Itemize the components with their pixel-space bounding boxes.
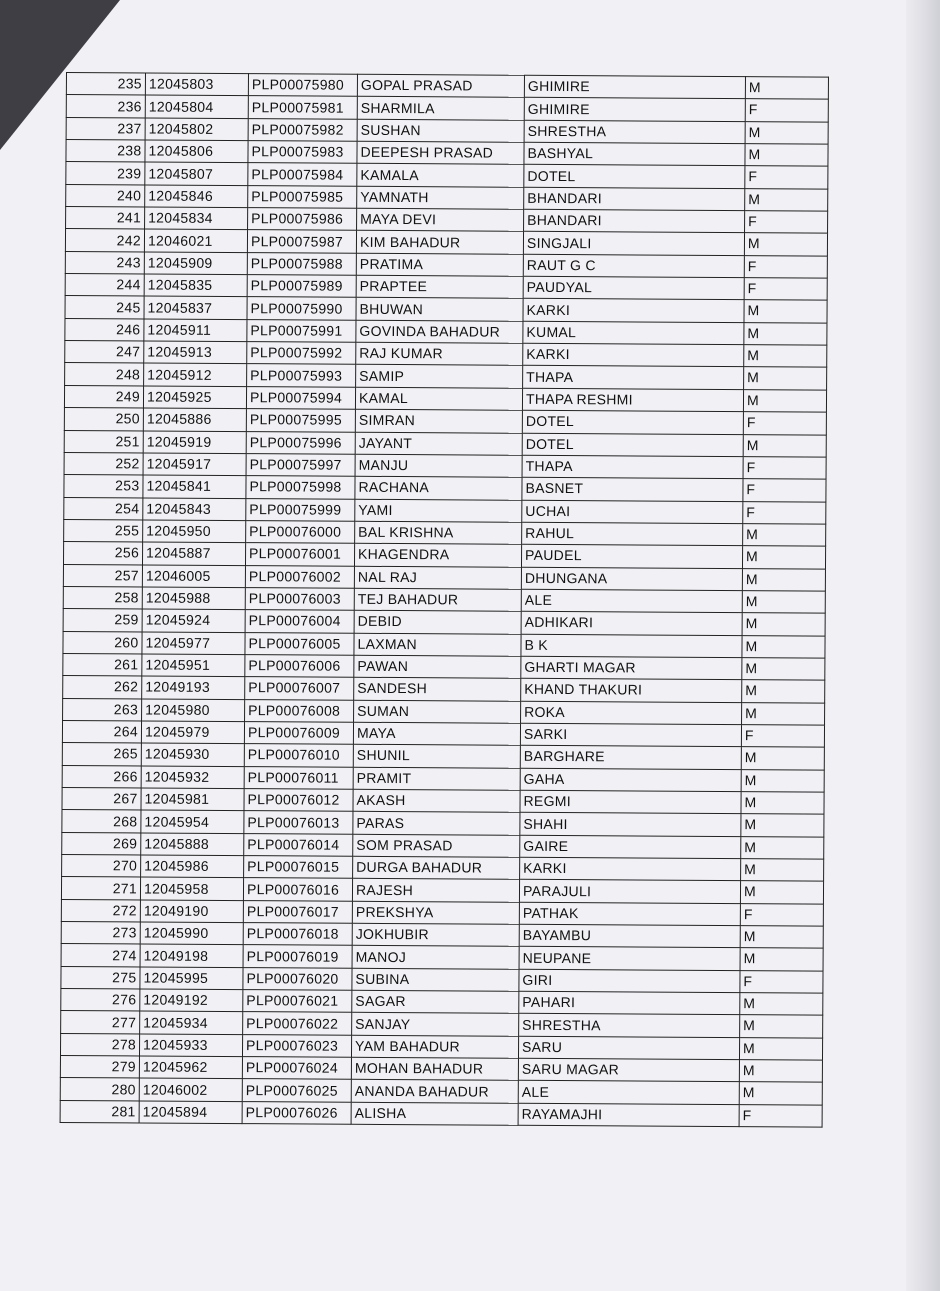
plp-code-cell: PLP00075996 — [246, 431, 355, 454]
plp-code-cell: PLP00075984 — [248, 163, 357, 186]
last-name-cell: THAPA — [523, 366, 744, 390]
registration-id-cell: 12045930 — [141, 743, 244, 766]
last-name-cell: RAUT G C — [523, 254, 744, 278]
registration-id-cell: 12045802 — [145, 118, 248, 141]
plp-code-cell: PLP00075980 — [248, 74, 357, 97]
registration-id-cell: 12045886 — [143, 408, 246, 431]
first-name-cell: TEJ BAHADUR — [354, 588, 521, 611]
last-name-cell: PAUDYAL — [523, 276, 744, 300]
roster-sheet — [60, 72, 829, 1128]
registration-id-cell: 12045988 — [142, 587, 245, 610]
serial-number-cell: 259 — [63, 609, 142, 632]
serial-number-cell: 280 — [60, 1078, 139, 1101]
first-name-cell: MAYA — [353, 722, 520, 745]
registration-id-cell: 12045913 — [144, 341, 247, 364]
last-name-cell: ADHIKARI — [521, 612, 742, 636]
first-name-cell: YAM BAHADUR — [351, 1035, 518, 1058]
plp-code-cell: PLP00075981 — [248, 96, 357, 119]
last-name-cell: BHANDARI — [524, 187, 745, 211]
first-name-cell: SANJAY — [352, 1013, 519, 1036]
gender-cell: M — [740, 1015, 823, 1038]
serial-number-cell: 236 — [66, 95, 145, 118]
serial-number-cell: 241 — [66, 207, 145, 230]
plp-code-cell: PLP00076014 — [244, 833, 353, 856]
serial-number-cell: 240 — [66, 184, 145, 207]
registration-id-cell: 12045924 — [142, 609, 245, 632]
gender-cell: M — [741, 769, 824, 792]
last-name-cell: GIRI — [519, 969, 740, 993]
last-name-cell: PAHARI — [519, 991, 740, 1015]
last-name-cell: THAPA RESHMI — [522, 388, 743, 412]
last-name-cell: REGMI — [520, 790, 741, 814]
last-name-cell: SARU — [518, 1036, 739, 1060]
last-name-cell: DOTEL — [524, 165, 745, 189]
plp-code-cell: PLP00076007 — [245, 677, 354, 700]
serial-number-cell: 271 — [61, 877, 140, 900]
registration-id-cell: 12046002 — [139, 1078, 242, 1101]
gender-cell: M — [740, 948, 823, 971]
plp-code-cell: PLP00075982 — [248, 118, 357, 141]
first-name-cell: SAMIP — [356, 365, 523, 388]
gender-cell: F — [745, 211, 828, 234]
serial-number-cell: 256 — [63, 542, 142, 565]
plp-code-cell: PLP00076020 — [243, 967, 352, 990]
gender-cell: M — [743, 434, 826, 457]
registration-id-cell: 12045841 — [143, 475, 246, 498]
gender-cell: M — [745, 77, 828, 100]
first-name-cell: AKASH — [353, 789, 520, 812]
first-name-cell: SUMAN — [354, 700, 521, 723]
table-row — [60, 1100, 822, 1127]
first-name-cell: SHARMILA — [357, 97, 524, 120]
serial-number-cell: 250 — [64, 408, 143, 431]
gender-cell: F — [743, 456, 826, 479]
first-name-cell: DEEPESH PRASAD — [357, 141, 524, 164]
gender-cell: M — [741, 814, 824, 837]
registration-id-cell: 12049192 — [140, 989, 243, 1012]
plp-code-cell: PLP00075994 — [246, 386, 355, 409]
last-name-cell: KHAND THAKURI — [521, 679, 742, 703]
last-name-cell: B K — [521, 634, 742, 658]
first-name-cell: PREKSHYA — [352, 901, 519, 924]
serial-number-cell: 279 — [60, 1056, 139, 1079]
first-name-cell: YAMI — [355, 499, 522, 522]
plp-code-cell: PLP00076022 — [243, 1012, 352, 1035]
serial-number-cell: 273 — [61, 922, 140, 945]
first-name-cell: DURGA BAHADUR — [353, 856, 520, 879]
gender-cell: M — [741, 792, 824, 815]
registration-id-cell: 12045980 — [142, 699, 245, 722]
serial-number-cell: 235 — [66, 73, 145, 96]
gender-cell: F — [745, 99, 828, 122]
last-name-cell: PATHAK — [519, 902, 740, 926]
first-name-cell: LAXMAN — [354, 633, 521, 656]
gender-cell: M — [740, 926, 823, 949]
first-name-cell: GOVINDA BAHADUR — [356, 320, 523, 343]
last-name-cell: GHARTI MAGAR — [521, 656, 742, 680]
serial-number-cell: 257 — [63, 564, 142, 587]
first-name-cell: SUBINA — [352, 968, 519, 991]
registration-id-cell: 12045981 — [141, 788, 244, 811]
plp-code-cell: PLP00075989 — [247, 275, 356, 298]
serial-number-cell: 258 — [63, 586, 142, 609]
first-name-cell: PRAMIT — [353, 767, 520, 790]
plp-code-cell: PLP00076010 — [244, 744, 353, 767]
first-name-cell: PAWAN — [354, 655, 521, 678]
gender-cell: M — [741, 836, 824, 859]
plp-code-cell: PLP00075995 — [246, 409, 355, 432]
serial-number-cell: 249 — [64, 385, 143, 408]
serial-number-cell: 253 — [64, 475, 143, 498]
last-name-cell: SHRESTHA — [524, 120, 745, 144]
first-name-cell: DEBID — [354, 611, 521, 634]
first-name-cell: RACHANA — [355, 476, 522, 499]
gender-cell: M — [739, 1037, 822, 1060]
plp-code-cell: PLP00075990 — [247, 297, 356, 320]
roster-body — [60, 73, 828, 1128]
plp-code-cell: PLP00075983 — [248, 141, 357, 164]
plp-code-cell: PLP00076025 — [242, 1079, 351, 1102]
plp-code-cell: PLP00076023 — [242, 1034, 351, 1057]
first-name-cell: KHAGENDRA — [354, 543, 521, 566]
serial-number-cell: 261 — [63, 653, 142, 676]
registration-id-cell: 12045934 — [140, 1011, 243, 1034]
last-name-cell: SHAHI — [520, 813, 741, 837]
last-name-cell: PARAJULI — [519, 880, 740, 904]
gender-cell: M — [742, 591, 825, 614]
gender-cell: M — [744, 345, 827, 368]
serial-number-cell: 239 — [66, 162, 145, 185]
serial-number-cell: 274 — [61, 944, 140, 967]
serial-number-cell: 268 — [62, 810, 141, 833]
last-name-cell: GHIMIRE — [524, 98, 745, 122]
registration-id-cell: 12045932 — [141, 766, 244, 789]
plp-code-cell: PLP00076000 — [246, 520, 355, 543]
last-name-cell: THAPA — [522, 455, 743, 479]
gender-cell: F — [740, 903, 823, 926]
last-name-cell: KARKI — [523, 299, 744, 323]
registration-id-cell: 12045894 — [139, 1101, 242, 1124]
gender-cell: M — [744, 300, 827, 323]
last-name-cell: UCHAI — [522, 500, 743, 524]
last-name-cell: GAHA — [520, 768, 741, 792]
registration-id-cell: 12045834 — [145, 207, 248, 230]
plp-code-cell: PLP00076008 — [245, 699, 354, 722]
plp-code-cell: PLP00076002 — [245, 565, 354, 588]
page-edge-shadow — [906, 0, 940, 1291]
registration-id-cell: 12045919 — [143, 430, 246, 453]
plp-code-cell: PLP00075986 — [248, 208, 357, 231]
first-name-cell: NAL RAJ — [354, 566, 521, 589]
plp-code-cell: PLP00075999 — [246, 498, 355, 521]
gender-cell: M — [742, 680, 825, 703]
first-name-cell: ALISHA — [351, 1102, 518, 1125]
last-name-cell: BARGHARE — [520, 746, 741, 770]
registration-id-cell: 12045909 — [144, 252, 247, 275]
plp-code-cell: PLP00076021 — [243, 990, 352, 1013]
plp-code-cell: PLP00075985 — [248, 185, 357, 208]
serial-number-cell: 262 — [63, 676, 142, 699]
registration-id-cell: 12046005 — [142, 565, 245, 588]
serial-number-cell: 278 — [60, 1033, 139, 1056]
gender-cell: M — [740, 993, 823, 1016]
gender-cell: F — [744, 278, 827, 301]
plp-code-cell: PLP00076009 — [244, 722, 353, 745]
gender-cell: F — [743, 412, 826, 435]
serial-number-cell: 265 — [62, 743, 141, 766]
gender-cell: M — [742, 568, 825, 591]
plp-code-cell: PLP00076026 — [242, 1101, 351, 1124]
serial-number-cell: 255 — [64, 519, 143, 542]
last-name-cell: DOTEL — [522, 433, 743, 457]
registration-id-cell: 12045803 — [145, 73, 248, 96]
serial-number-cell: 276 — [61, 989, 140, 1012]
serial-number-cell: 244 — [65, 274, 144, 297]
first-name-cell: MOHAN BAHADUR — [351, 1057, 518, 1080]
serial-number-cell: 270 — [62, 855, 141, 878]
gender-cell: M — [739, 1082, 822, 1105]
gender-cell: M — [742, 658, 825, 681]
registration-id-cell: 12045977 — [142, 632, 245, 655]
last-name-cell: ALE — [521, 589, 742, 613]
plp-code-cell: PLP00076019 — [243, 945, 352, 968]
gender-cell: M — [741, 747, 824, 770]
registration-id-cell: 12045979 — [141, 721, 244, 744]
last-name-cell: SARU MAGAR — [518, 1058, 739, 1082]
serial-number-cell: 245 — [65, 296, 144, 319]
serial-number-cell: 263 — [63, 698, 142, 721]
registration-id-cell: 12045958 — [140, 877, 243, 900]
gender-cell: M — [742, 546, 825, 569]
gender-cell: M — [742, 702, 825, 725]
serial-number-cell: 252 — [64, 452, 143, 475]
last-name-cell: DOTEL — [522, 410, 743, 434]
plp-code-cell: PLP00075993 — [247, 364, 356, 387]
gender-cell: F — [743, 501, 826, 524]
registration-id-cell: 12045846 — [145, 185, 248, 208]
last-name-cell: BAYAMBU — [519, 924, 740, 948]
registration-id-cell: 12045962 — [139, 1056, 242, 1079]
registration-id-cell: 12045990 — [140, 922, 243, 945]
plp-code-cell: PLP00075987 — [247, 230, 356, 253]
first-name-cell: SUSHAN — [357, 119, 524, 142]
first-name-cell: PRATIMA — [356, 253, 523, 276]
plp-code-cell: PLP00076024 — [242, 1057, 351, 1080]
gender-cell: M — [744, 233, 827, 256]
first-name-cell: SHUNIL — [353, 745, 520, 768]
roster-table — [60, 72, 829, 1128]
registration-id-cell: 12049190 — [140, 900, 243, 923]
registration-id-cell: 12045887 — [142, 542, 245, 565]
first-name-cell: RAJ KUMAR — [356, 342, 523, 365]
first-name-cell: PARAS — [353, 812, 520, 835]
plp-code-cell: PLP00076017 — [243, 900, 352, 923]
registration-id-cell: 12045912 — [144, 363, 247, 386]
plp-code-cell: PLP00076016 — [243, 878, 352, 901]
registration-id-cell: 12045888 — [141, 833, 244, 856]
last-name-cell: GAIRE — [520, 835, 741, 859]
first-name-cell: ANANDA BAHADUR — [351, 1080, 518, 1103]
serial-number-cell: 267 — [62, 787, 141, 810]
gender-cell: M — [745, 144, 828, 167]
last-name-cell: NEUPANE — [519, 947, 740, 971]
serial-number-cell: 281 — [60, 1100, 139, 1123]
last-name-cell: KUMAL — [523, 321, 744, 345]
first-name-cell: SAGAR — [352, 990, 519, 1013]
gender-cell: M — [742, 613, 825, 636]
last-name-cell: SINGJALI — [523, 232, 744, 256]
gender-cell: F — [745, 166, 828, 189]
gender-cell: M — [741, 859, 824, 882]
first-name-cell: KAMAL — [355, 387, 522, 410]
plp-code-cell: PLP00076005 — [245, 632, 354, 655]
last-name-cell: ALE — [518, 1081, 739, 1105]
gender-cell: M — [739, 1060, 822, 1083]
first-name-cell: RAJESH — [352, 879, 519, 902]
plp-code-cell: PLP00075997 — [246, 453, 355, 476]
plp-code-cell: PLP00076006 — [245, 655, 354, 678]
last-name-cell: BASNET — [522, 477, 743, 501]
plp-code-cell: PLP00075992 — [247, 342, 356, 365]
plp-code-cell: PLP00076003 — [245, 588, 354, 611]
last-name-cell: SARKI — [520, 723, 741, 747]
registration-id-cell: 12045837 — [144, 296, 247, 319]
first-name-cell: KIM BAHADUR — [356, 231, 523, 254]
serial-number-cell: 277 — [61, 1011, 140, 1034]
last-name-cell: DHUNGANA — [521, 567, 742, 591]
serial-number-cell: 237 — [66, 117, 145, 140]
plp-code-cell: PLP00076018 — [243, 923, 352, 946]
gender-cell: M — [745, 121, 828, 144]
plp-code-cell: PLP00076001 — [245, 543, 354, 566]
registration-id-cell: 12045933 — [139, 1034, 242, 1057]
registration-id-cell: 12045843 — [143, 498, 246, 521]
serial-number-cell: 242 — [65, 229, 144, 252]
registration-id-cell: 12045950 — [143, 520, 246, 543]
last-name-cell: PAUDEL — [521, 545, 742, 569]
first-name-cell: GOPAL PRASAD — [357, 74, 524, 97]
registration-id-cell: 12045917 — [143, 453, 246, 476]
first-name-cell: SIMRAN — [355, 409, 522, 432]
gender-cell: M — [744, 367, 827, 390]
serial-number-cell: 238 — [66, 140, 145, 163]
last-name-cell: BASHYAL — [524, 142, 745, 166]
gender-cell: M — [743, 524, 826, 547]
serial-number-cell: 269 — [62, 832, 141, 855]
plp-code-cell: PLP00075991 — [247, 319, 356, 342]
gender-cell: M — [744, 322, 827, 345]
plp-code-cell: PLP00076011 — [244, 766, 353, 789]
first-name-cell: MAYA DEVI — [357, 208, 524, 231]
last-name-cell: SHRESTHA — [519, 1014, 740, 1038]
gender-cell: F — [741, 725, 824, 748]
last-name-cell: KARKI — [520, 857, 741, 881]
gender-cell: M — [743, 389, 826, 412]
registration-id-cell: 12045925 — [143, 386, 246, 409]
serial-number-cell: 272 — [61, 899, 140, 922]
first-name-cell: JOKHUBIR — [352, 923, 519, 946]
registration-id-cell: 12045911 — [144, 319, 247, 342]
serial-number-cell: 275 — [61, 966, 140, 989]
plp-code-cell: PLP00075988 — [247, 252, 356, 275]
first-name-cell: PRAPTEE — [356, 275, 523, 298]
plp-code-cell: PLP00075998 — [246, 476, 355, 499]
first-name-cell: BAL KRISHNA — [355, 521, 522, 544]
serial-number-cell: 243 — [65, 251, 144, 274]
gender-cell: F — [743, 479, 826, 502]
last-name-cell: ROKA — [521, 701, 742, 725]
gender-cell: M — [742, 635, 825, 658]
plp-code-cell: PLP00076004 — [245, 610, 354, 633]
first-name-cell: YAMNATH — [357, 186, 524, 209]
plp-code-cell: PLP00076013 — [244, 811, 353, 834]
gender-cell: F — [744, 255, 827, 278]
serial-number-cell: 264 — [62, 720, 141, 743]
serial-number-cell: 248 — [65, 363, 144, 386]
last-name-cell: GHIMIRE — [524, 75, 745, 99]
gender-cell: M — [740, 881, 823, 904]
first-name-cell: KAMALA — [357, 164, 524, 187]
last-name-cell: RAHUL — [522, 522, 743, 546]
serial-number-cell: 260 — [63, 631, 142, 654]
first-name-cell: JAYANT — [355, 432, 522, 455]
first-name-cell: BHUWAN — [356, 298, 523, 321]
first-name-cell: MANJU — [355, 454, 522, 477]
serial-number-cell: 266 — [62, 765, 141, 788]
registration-id-cell: 12045804 — [145, 95, 248, 118]
registration-id-cell: 12046021 — [144, 229, 247, 252]
last-name-cell: BHANDARI — [524, 209, 745, 233]
serial-number-cell: 251 — [64, 430, 143, 453]
registration-id-cell: 12045951 — [142, 654, 245, 677]
registration-id-cell: 12049198 — [140, 944, 243, 967]
plp-code-cell: PLP00076015 — [244, 856, 353, 879]
last-name-cell: RAYAMAJHI — [518, 1103, 739, 1127]
registration-id-cell: 12045954 — [141, 810, 244, 833]
registration-id-cell: 12045807 — [145, 162, 248, 185]
serial-number-cell: 247 — [65, 341, 144, 364]
first-name-cell: SANDESH — [354, 678, 521, 701]
serial-number-cell: 254 — [64, 497, 143, 520]
gender-cell: F — [739, 1104, 822, 1127]
serial-number-cell: 246 — [65, 318, 144, 341]
first-name-cell: MANOJ — [352, 946, 519, 969]
gender-cell: F — [740, 970, 823, 993]
registration-id-cell: 12049193 — [142, 676, 245, 699]
registration-id-cell: 12045995 — [140, 967, 243, 990]
registration-id-cell: 12045986 — [141, 855, 244, 878]
registration-id-cell: 12045806 — [145, 140, 248, 163]
registration-id-cell: 12045835 — [144, 274, 247, 297]
first-name-cell: SOM PRASAD — [353, 834, 520, 857]
last-name-cell: KARKI — [523, 343, 744, 367]
gender-cell: M — [745, 188, 828, 211]
plp-code-cell: PLP00076012 — [244, 789, 353, 812]
